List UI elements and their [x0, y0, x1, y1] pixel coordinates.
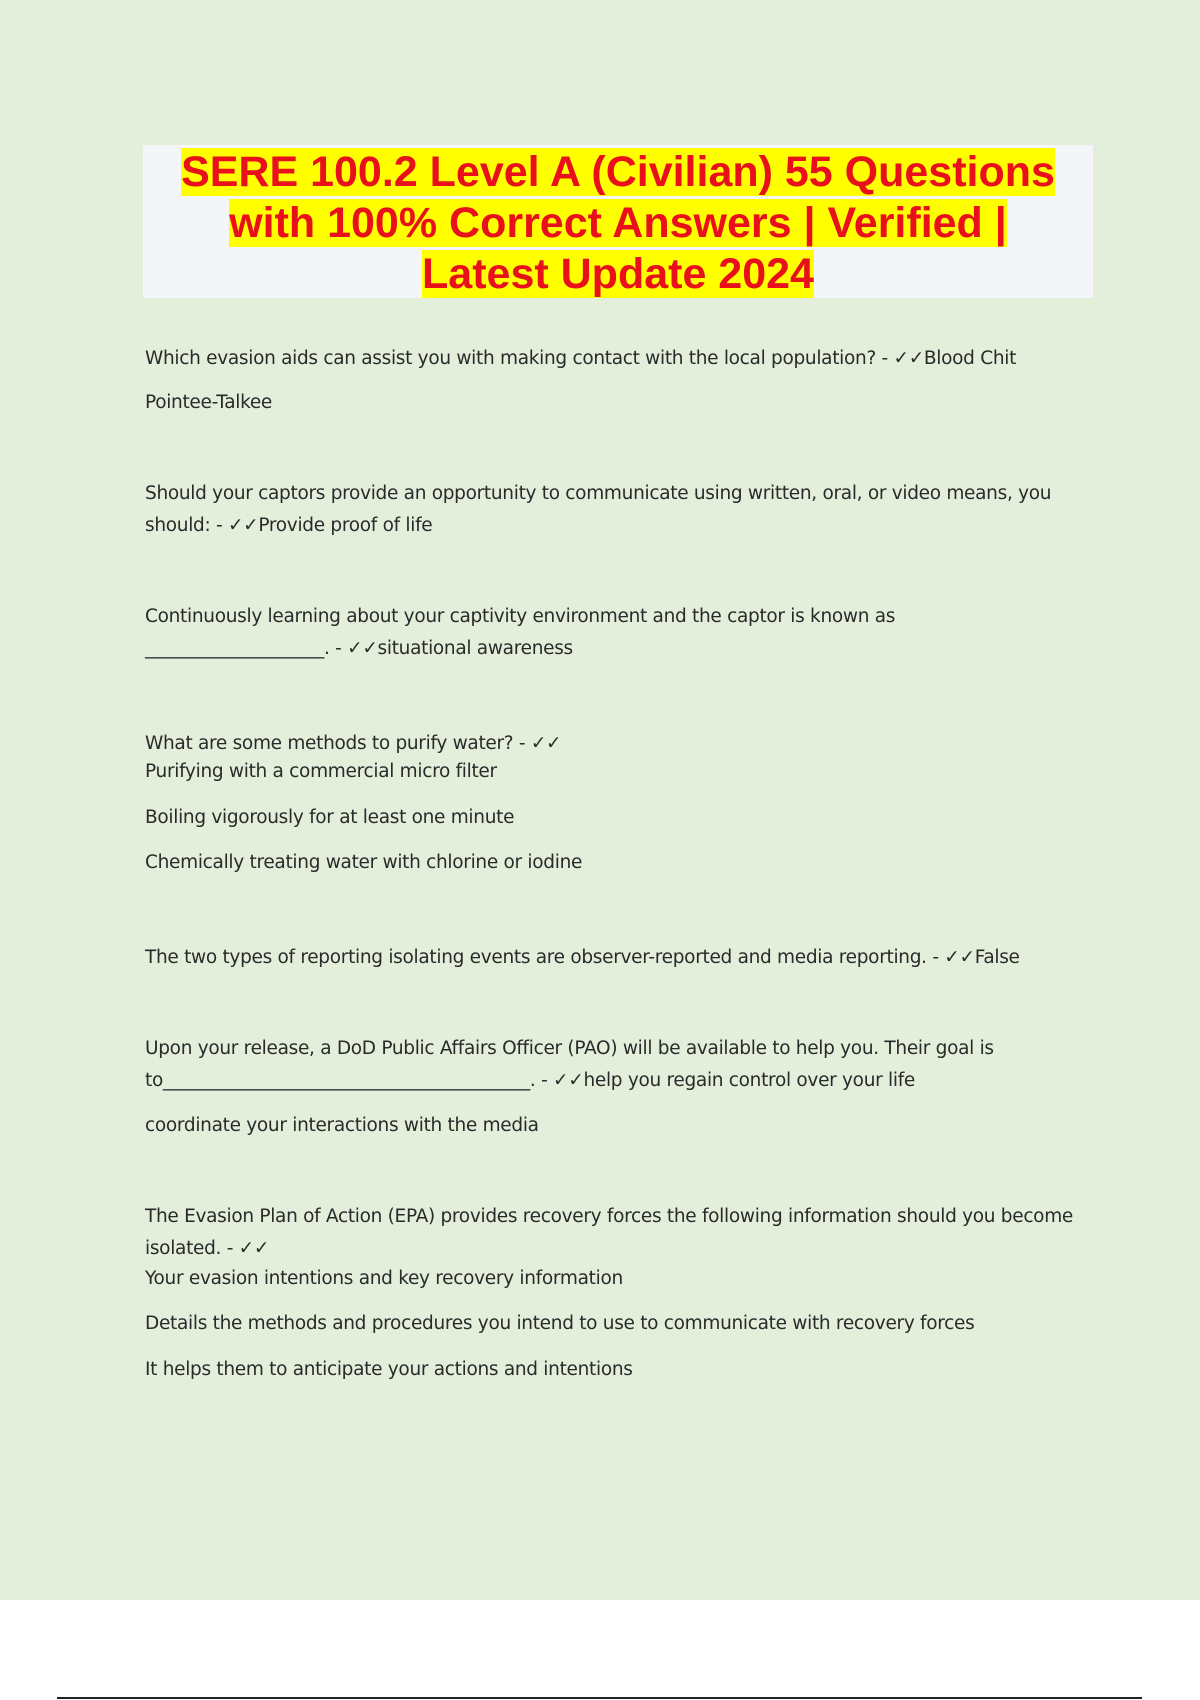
- q1-line-2: Pointee-Talkee: [145, 392, 273, 413]
- document-title: [143, 145, 1093, 300]
- title-line-3: Latest Update 2024: [422, 250, 814, 298]
- q3-line-1: Continuously learning about your captivity environment and the captor is known as: [145, 606, 896, 627]
- q6-line-1: Upon your release, a DoD Public Affairs Officer (PAO) will be available to help you. Their goal is: [145, 1038, 994, 1059]
- q4-line-3: Boiling vigorously for at least one minute: [145, 807, 515, 828]
- title-line-1: SERE 100.2 Level A (Civilian) 55 Questions: [181, 148, 1055, 196]
- q4-line-2: Purifying with a commercial micro filter: [145, 761, 497, 782]
- q7-line-1: The Evasion Plan of Action (EPA) provides recovery forces the following information should you become: [145, 1206, 1074, 1227]
- q7-line-3: Your evasion intentions and key recovery information: [145, 1268, 623, 1289]
- q2-line-1: Should your captors provide an opportunity to communicate using written, oral, or video means, you: [145, 483, 1052, 504]
- footer-divider: [57, 1697, 1142, 1699]
- q7-line-5: It helps them to anticipate your actions and intentions: [145, 1359, 633, 1380]
- title-line-2: with 100% Correct Answers | Verified |: [229, 199, 1007, 247]
- q6-line-3: coordinate your interactions with the media: [145, 1115, 539, 1136]
- q2-line-2: should: - ✓✓Provide proof of life: [145, 515, 433, 536]
- q7-line-4: Details the methods and procedures you intend to use to communicate with recovery forces: [145, 1313, 975, 1334]
- q5-line-1: The two types of reporting isolating events are observer-reported and media reporting. - ✓✓False: [145, 947, 1020, 968]
- q6-line-2: to_________________________________________. - ✓✓help you regain control over your life: [145, 1070, 915, 1091]
- title-box: [143, 145, 1093, 298]
- q4-line-4: Chemically treating water with chlorine or iodine: [145, 852, 583, 873]
- q7-line-2: isolated. - ✓✓: [145, 1238, 270, 1259]
- q1-line-1: Which evasion aids can assist you with making contact with the local population? - ✓✓Blood Chit: [145, 348, 1017, 369]
- q3-line-2: ____________________. - ✓✓situational awareness: [145, 638, 573, 659]
- q4-line-1: What are some methods to purify water? - ✓✓: [145, 733, 562, 754]
